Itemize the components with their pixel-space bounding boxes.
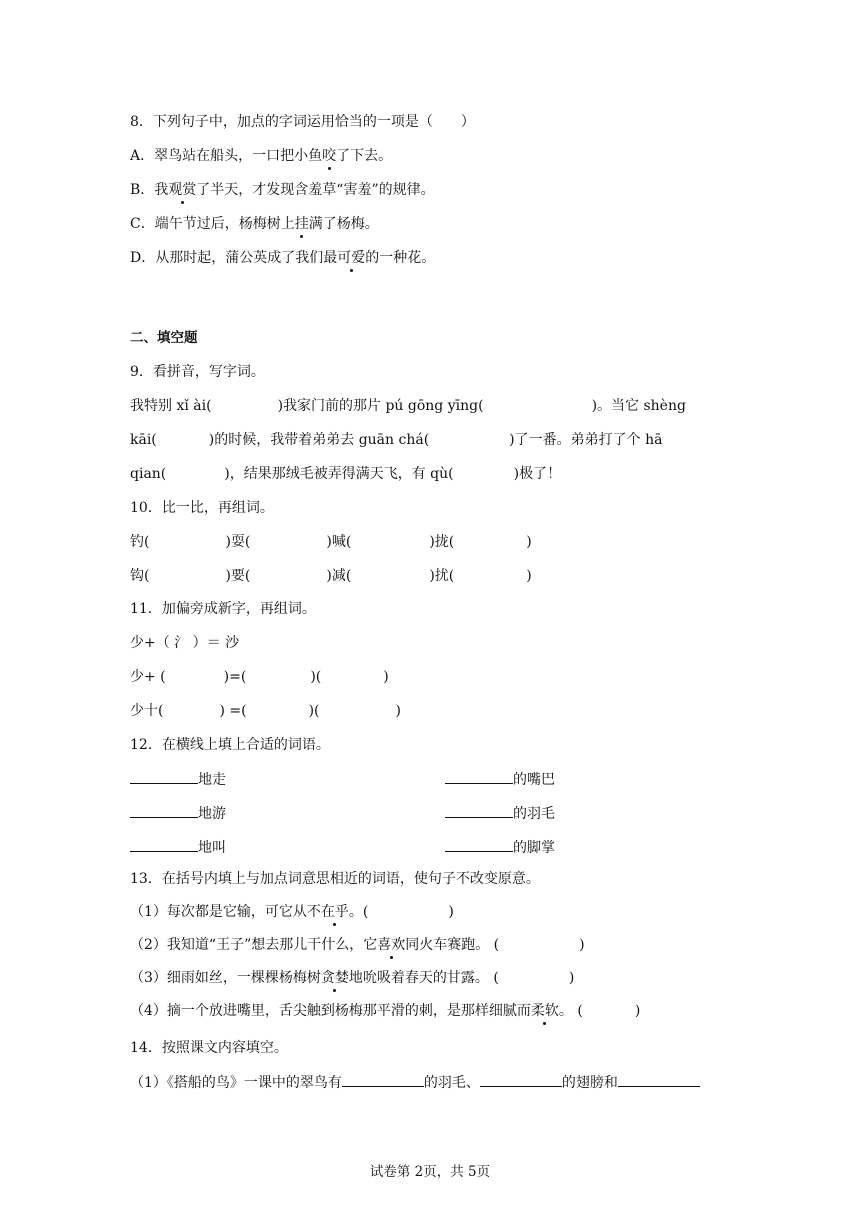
q8-option-a: A．翠鸟站在船头，一口把小鱼咬了下去。: [130, 148, 393, 164]
q9-line-2: kāi( )的时候，我带着弟弟去 guān chá( )了一番。弟弟打了个 hā: [130, 432, 663, 448]
q8-option-b: B．我观赏了半天，才发现含羞草“害羞”的规律。: [130, 182, 435, 198]
q13-sentence-2: （2）我知道“王子”想去那儿干什么，它喜欢同火车赛跑。 ( ): [130, 937, 585, 953]
emphasis-dot-word: 观赏: [168, 182, 197, 198]
q13-sentence-4: （4）摘一个放进嘴里，舌尖触到杨梅那平滑的刺，是那样细腻而柔软。 ( ): [130, 1003, 641, 1019]
q10-row-1: 钓( )耍( )喊( )拢( ): [130, 534, 532, 550]
emphasis-dot-word: 挂: [294, 216, 309, 232]
q11-example: 少+（ 氵 ）＝ 沙: [130, 635, 240, 651]
q8-option-c: C．端午节过后，杨梅树上挂满了杨梅。: [130, 216, 379, 232]
q12-row-1: 地走 的嘴巴: [130, 769, 550, 790]
q11-row-2: 少十( ) =( )( ): [130, 703, 401, 719]
q9-line-1: 我特别 xǐ ài( )我家门前的那片 pú gōng yīng( )。当它 shèng: [130, 398, 686, 414]
emphasis-dot-word: 咬: [322, 148, 337, 164]
emphasis-dot-word: 柔软: [530, 1003, 559, 1019]
q13-stem: 13．在括号内填上与加点词意思相近的词语，使句子不改变原意。: [130, 871, 540, 887]
q14-stem: 14．按照课文内容填空。: [130, 1040, 288, 1056]
q8-option-d: D．从那时起，蒲公英成了我们最可爱的一种花。: [130, 250, 436, 266]
q11-stem: 11．加偏旁成新字，再组词。: [130, 601, 316, 617]
emphasis-dot-word: 可爱: [337, 250, 366, 266]
q12-row-2: 地游 的羽毛: [130, 803, 550, 824]
q8-stem: 8．下列句子中，加点的字词运用恰当的一项是（ ）: [130, 114, 475, 130]
q12-stem: 12．在横线上填上合适的词语。: [130, 737, 330, 753]
q9-stem: 9．看拼音，写字词。: [130, 364, 265, 380]
page-footer: 试卷第 2页，共 5页: [369, 1164, 491, 1180]
emphasis-dot-word: 喜欢: [377, 937, 406, 953]
q9-line-3: qian( )，结果那绒毛被弄得满天飞，有 qù( )极了！: [130, 466, 562, 482]
q11-row-1: 少+ ( )=( )( ): [130, 669, 389, 685]
q12-row-3: 地叫 的脚掌: [130, 837, 550, 858]
q13-sentence-3: （3）细雨如丝，一棵棵杨梅树贪婪地吮吸着春天的甘露。 ( ): [130, 970, 575, 986]
q14-sentence-1: （1）《搭船的鸟》一课中的翠鸟有 的羽毛、 的翅膀和: [130, 1072, 700, 1093]
q13-sentence-1: （1）每次都是它输，可它从不在乎。( ): [130, 904, 454, 920]
emphasis-dot-word: 贪婪: [320, 970, 349, 986]
q10-stem: 10．比一比，再组词。: [130, 500, 274, 516]
emphasis-dot-word: 在乎: [320, 904, 349, 920]
section-title: 二、填空题: [130, 330, 198, 346]
q10-row-2: 钩( )要( )减( )扰( ): [130, 568, 532, 584]
